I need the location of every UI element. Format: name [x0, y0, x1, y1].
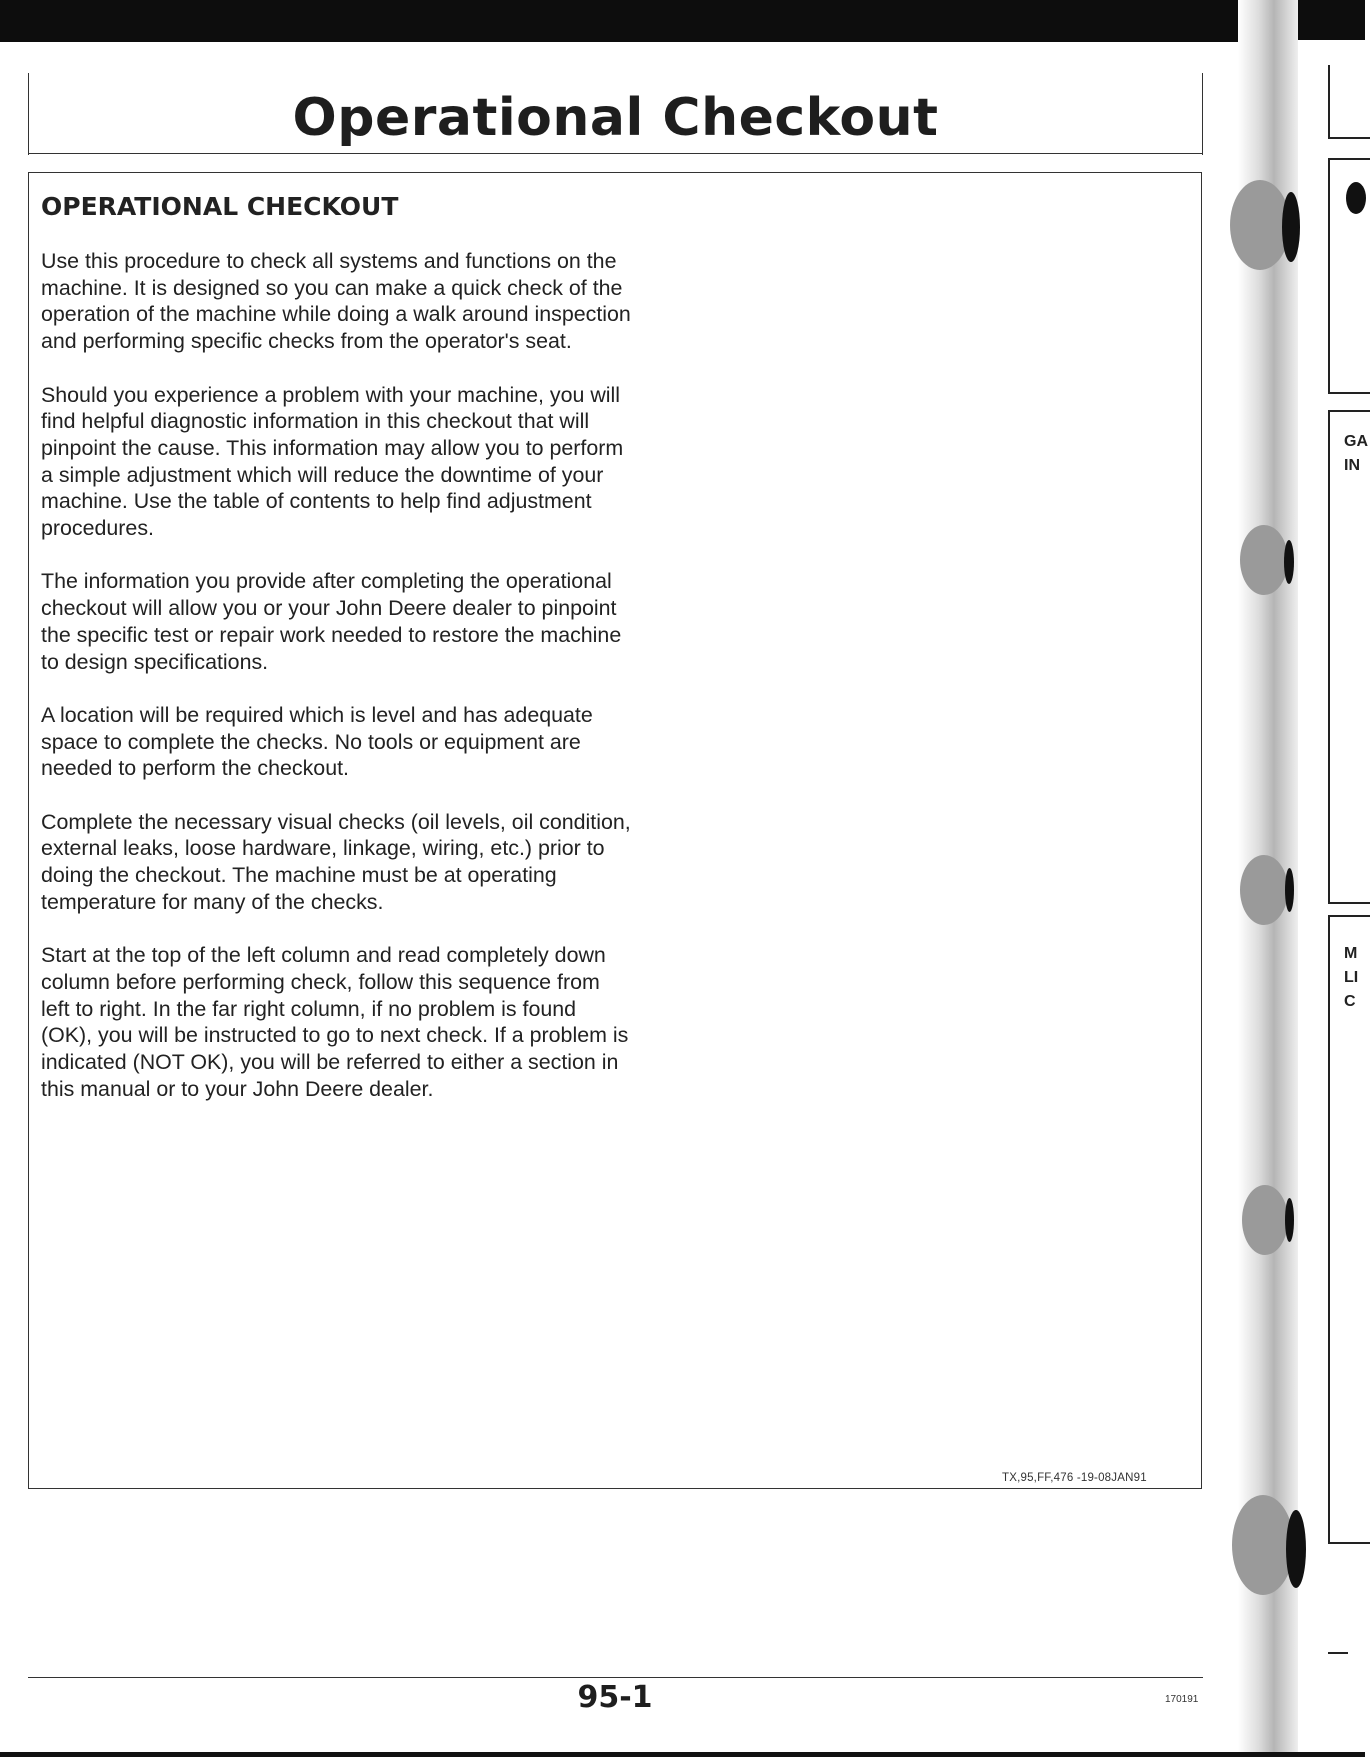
body-text [41, 248, 631, 1129]
adjacent-tab-1 [1328, 158, 1370, 394]
binder-hole-2-shadow [1284, 540, 1294, 584]
tab-b-line-1: M [1344, 945, 1358, 962]
paragraph-6: Start at the top of the left column and read completely down column before performing check, follow this sequence from left to right. In the far right column, if no problem is found (OK), you will be instructed to go to next check. If a problem is indicated (NOT OK), you will be referred to either a section in this manual or to your John Deere dealer. [41, 943, 629, 1101]
page-number: 95-1 [577, 1680, 653, 1715]
title-frame-bottom [28, 153, 1203, 154]
reference-code: TX,95,FF,476 -19-08JAN91 [1002, 1472, 1147, 1484]
binder-hole-3 [1240, 855, 1288, 925]
adjacent-tab-2-label [1344, 430, 1368, 478]
binder-hole-2 [1240, 525, 1288, 595]
binder-hole-1 [1230, 180, 1290, 270]
adjacent-tab-3-label [1344, 942, 1358, 1014]
tab-a-line-2: IN [1344, 457, 1360, 474]
paragraph-1: Use this procedure to check all systems and functions on the machine. It is designed so you can make a quick check of the operation of the machine while doing a walk around inspection and performing specific checks from the operator's seat. [41, 249, 631, 354]
binder-hole-3-shadow [1285, 868, 1294, 912]
paragraph-4: A location will be required which is level and has adequate space to complete the checks. No tools or equipment are needed to perform the checkout. [41, 702, 593, 781]
paragraph-2: Should you experience a problem with your machine, you will find helpful diagnostic information in this checkout that will pinpoint the cause. This information may allow you to perform a simple adjustment which will reduce the downtime of your machine. Use the table of contents to help find adjustment procedures. [41, 382, 624, 541]
paragraph-5: Complete the necessary visual checks (oil levels, oil condition, external leaks, loose hardware, linkage, wiring, etc.) prior to doing the checkout. The machine must be at operating temperature for many of the checks. [41, 809, 631, 914]
tab-b-line-3: C [1344, 993, 1356, 1010]
section-heading: OPERATIONAL CHECKOUT [41, 192, 399, 221]
adjacent-tab-2 [1328, 410, 1370, 904]
adjacent-tab-top [1328, 65, 1370, 139]
binder-hole-1-shadow [1282, 192, 1300, 262]
binder-hole-4-shadow [1285, 1198, 1294, 1242]
page-title: Operational Checkout [292, 88, 939, 148]
tab-b-line-2: LI [1344, 969, 1359, 986]
doc-number: 170191 [1165, 1694, 1199, 1705]
binder-hole-5-shadow [1286, 1510, 1306, 1588]
scan-bottom-edge [0, 1752, 1365, 1757]
binder-hole-4 [1242, 1185, 1288, 1255]
paragraph-3: The information you provide after completing the operational checkout will allow you or your John Deere dealer to pinpoint the specific test or repair work needed to restore the machine to design specifications. [41, 569, 622, 674]
tab-a-line-1: GA [1344, 433, 1368, 450]
binder-hole-5 [1232, 1495, 1294, 1595]
scan-top-edge [0, 0, 1365, 42]
adjacent-tab-bottom-mark [1328, 1652, 1348, 1654]
footer-rule [28, 1677, 1203, 1678]
